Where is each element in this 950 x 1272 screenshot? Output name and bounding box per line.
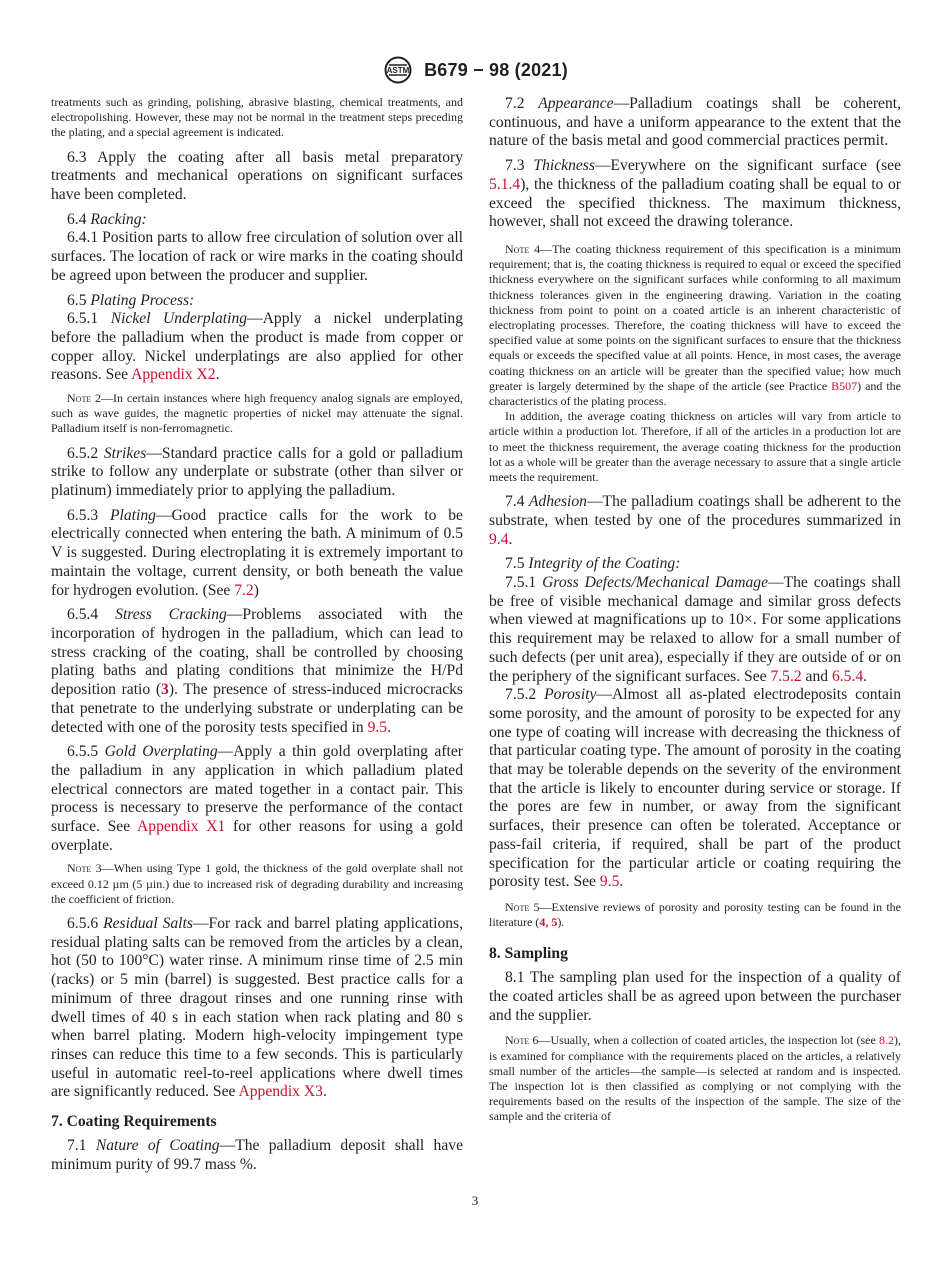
note-text: —The coating thickness requirement of this specification is a minimum requirement; that is, the coating thickness is required to equal or exceed the specified thickness everywhere on the significant surfaces while conforming to all maximum thickness tolerances given in the engineering drawing. Variation in the coating thickness from point to point on a coated article is an inherent characteristic of electroplating processes. Therefore, the coating thickness will have to exceed the specified value at some points on the significant surfaces to ensure that the thickness equals or exceeds the specified value at all points. Hence, in most cases, the average coating thickness on an article will be greater than the specified value; how much greater is largely determined by the shape of the article (see Practice bbox=[489, 241, 902, 393]
section-7-2 bbox=[489, 95, 901, 151]
section-number: 7.4 bbox=[505, 493, 525, 511]
references-4-5-link[interactable]: 4, 5 bbox=[539, 915, 558, 930]
left-column bbox=[51, 95, 463, 1180]
section-5-1-4-link[interactable]: 5.1.4 bbox=[489, 175, 521, 193]
section-6-5-2 bbox=[51, 445, 463, 501]
reference-3-link[interactable]: 3 bbox=[161, 681, 169, 699]
note-label: Note 2 bbox=[67, 391, 102, 406]
section-6-5 bbox=[51, 292, 463, 311]
section-6-5-3: 6.5.3 Plating—Good practice calls for the work to be electrically connected when entering the bath. A minimum of 0.5 V is suggested. During electroplating it is extremely important to maintain the voltage, current density, or both beneath the value for hydrogen evolution. (See 7.2) bbox=[51, 506, 463, 599]
section-title: Plating Process: bbox=[90, 291, 195, 309]
continued-note-text: treatments such as grinding, polishing, abrasive blasting, chemical treatments, and electropolishing. However, these may not be normal in the treatment steps preceding the plating, and a special agreement is indicated. bbox=[51, 95, 463, 140]
section-title: Gold Overplating bbox=[104, 743, 218, 761]
section-7-4: 7.4 Adhesion—The palladium coatings shall be adherent to the substrate, when tested by one of the procedures summarized in 9.4. bbox=[489, 493, 901, 548]
note-4 bbox=[489, 242, 901, 409]
section-7-5-2: 7.5.2 Porosity—Almost all as-plated electrodeposits contain some porosity, and the amount of porosity to be expected for any one type of coating will increase with decreasing the thickness of that particular coating type. The amount of porosity in the coating that may be tolerable depends on the severity of the environment that the article is likely to encounter during service or storage. If the pores are few in number, or away from the significant surfaces, their presence can often be tolerated. Acceptance or pass-fail criteria, if required, shall be part of the product specification for the particular article or coating requiring the porosity test. See 9.5. bbox=[489, 686, 901, 891]
note-label: Note 4 bbox=[505, 241, 541, 256]
note-5 bbox=[489, 900, 901, 930]
section-title: Nature of Coating bbox=[95, 1137, 220, 1155]
note-text: —Extensive reviews of porosity and porosity testing can be found in the literature ( bbox=[489, 899, 901, 930]
section-number: 6.4 bbox=[67, 210, 87, 228]
page-number: 3 bbox=[471, 1193, 479, 1208]
note-text-cont: ). bbox=[557, 915, 565, 930]
section-7-5 bbox=[489, 555, 901, 574]
note-text: —In certain instances where high frequency analog signals are employed, such as wave guides, the magnetic properties of nickel may attenuate the signal. Palladium itself is non-ferromagnetic. bbox=[51, 391, 463, 436]
note-2 bbox=[51, 391, 463, 437]
section-text-cont: for other reasons for using a gold overplate. bbox=[51, 818, 463, 854]
page-header bbox=[0, 56, 950, 84]
section-text: —Everywhere on the significant surface (see bbox=[594, 157, 901, 175]
section-6-3: 6.3 Apply the coating after all basis metal preparatory treatments and mechanical operations on significant surfaces have been completed. bbox=[51, 148, 463, 204]
section-7-heading: 7. Coating Requirements bbox=[51, 1113, 217, 1131]
astm-logo-icon bbox=[382, 56, 414, 84]
section-title: Residual Salts bbox=[103, 915, 193, 933]
practice-b507-link[interactable]: B507 bbox=[831, 378, 858, 393]
section-text: —Problems associated with the incorporation of hydrogen in the palladium, which can lead to stress cracking of the coating, shall be controlled by choosing plating baths and plating conditions that minimize the H/Pd deposition ratio ( bbox=[51, 606, 463, 699]
note-label: Note 6 bbox=[505, 1033, 539, 1048]
section-text-cont: ), the thickness of the palladium coating shall be equal to or exceed the specified thickness. The maximum thickness, however, shall not exceed the drawing tolerance. bbox=[489, 175, 901, 231]
section-8-1: 8.1 The sampling plan used for the inspection of a quality of the coated articles shall be as agreed upon between the purchaser and the supplier. bbox=[489, 969, 901, 1024]
section-title: Gross Defects/Mechanical Damage bbox=[542, 573, 769, 591]
section-6-4 bbox=[51, 211, 463, 230]
section-7-5-2-link[interactable]: 7.5.2 bbox=[770, 667, 802, 685]
note-text-cont: ), is examined for compliance with the requirements placed on the articles, a relatively small number of the articles—the sample—is selected at random and is inspected. The inspection lot is then classified as complying or not complying with the requirements based on the results of the inspection of the sample. The size of the sample and the criteria of bbox=[489, 1033, 902, 1124]
section-number: 6.5.5 bbox=[67, 743, 99, 761]
section-text: —The palladium deposit shall have minimum purity of 99.7 mass %. bbox=[51, 1137, 463, 1173]
document-designation: B679 − 98 (2021) bbox=[424, 59, 568, 80]
section-number: 7.5 bbox=[505, 555, 525, 573]
section-title: Adhesion bbox=[528, 493, 587, 511]
section-number: 6.5.6 bbox=[67, 915, 99, 933]
note-text: —When using Type 1 gold, the thickness of the gold overplate shall not exceed 0.12 µm (5 µin.) due to increased risk of degrading durability and increasing the coefficient of friction. bbox=[51, 861, 463, 906]
section-title: Thickness bbox=[533, 157, 595, 175]
section-7-1 bbox=[51, 1137, 463, 1174]
appendix-x2-link[interactable]: Appendix X2 bbox=[131, 366, 216, 384]
section-9-5-link[interactable]: 9.5 bbox=[367, 718, 388, 736]
astm-logo-text: ASTM bbox=[386, 66, 410, 75]
section-7-2-link[interactable]: 7.2 bbox=[234, 581, 254, 599]
section-6-5-1: 6.5.1 Nickel Underplating—Apply a nickel underplating before the palladium when the product is made from copper or copper alloy. Nickel underplatings are also applied for other reasons. See Appendix X2. bbox=[51, 310, 463, 384]
section-6-5-4: 6.5.4 Stress Cracking—Problems associated with the incorporation of hydrogen in the palladium, which can lead to stress cracking of the coating, shall be controlled by choosing plating baths and plating conditions that minimize the H/Pd deposition ratio (3). The presence of stress-induced microcracks that penetrate to the underlying substrate or underplating can be detected with one of the porosity tests specified in 9.5. bbox=[51, 606, 463, 736]
section-number: 6.5.2 bbox=[67, 444, 99, 462]
section-title: Nickel Underplating bbox=[110, 310, 248, 328]
appendix-x1-link[interactable]: Appendix X1 bbox=[137, 818, 226, 836]
section-text: —Almost all as-plated electrodeposits contain some porosity, and the amount of porosity to be expected for any one type of coating will increase with decreasing the thickness of that particular coating type. The amount of porosity in the coating that may be tolerable depends on the severity of the environment that the article is likely to encounter during service or storage. If the pores are few in number, or away from the significant surfaces, their presence can often be tolerated. Acceptance or pass-fail criteria, if required, shall be part of the product specification for the particular article or coating requiring the porosity test. See bbox=[489, 686, 901, 891]
section-text-cont: ). The presence of stress-induced microcracks that penetrate to the underlying substrate or underplating can be detected with one of the porosity tests specified in bbox=[51, 681, 463, 736]
appendix-x3-link[interactable]: Appendix X3 bbox=[238, 1083, 323, 1101]
note-label: Note 5 bbox=[505, 899, 540, 914]
section-title: Racking: bbox=[90, 210, 147, 228]
section-number: 6.5 bbox=[67, 291, 87, 309]
section-text: —Good practice calls for the work to be electrically connected when entering the bath. A minimum of 0.5 V is suggested. During electroplating it is extremely important to maintain the voltage, current density, or both beneath the value for hydrogen evolution. (See bbox=[51, 506, 463, 599]
section-number: 6.5.3 bbox=[67, 506, 99, 524]
section-8-heading: 8. Sampling bbox=[489, 945, 568, 963]
section-9-4-link[interactable]: 9.4 bbox=[489, 530, 509, 548]
section-number: 7.1 bbox=[67, 1137, 87, 1155]
section-8-2-link[interactable]: 8.2 bbox=[879, 1033, 895, 1048]
section-title: Appearance bbox=[538, 95, 614, 112]
section-number: 7.5.2 bbox=[505, 686, 537, 704]
note-text: —Usually, when a collection of coated articles, the inspection lot (see bbox=[538, 1033, 880, 1048]
note-6 bbox=[489, 1033, 901, 1124]
section-6-5-5 bbox=[51, 743, 463, 855]
section-7-5-1: 7.5.1 Gross Defects/Mechanical Damage—The coatings shall be free of visible mechanical damage and similar gross defects when viewed at magnifications up to 10×. For some applications this requirement may be relaxed to allow for a small number of such defects (per unit area), especially if they are outside of or on the periphery of the significant surfaces. See 7.5.2 and 6.5.4. bbox=[489, 573, 901, 685]
section-7-3 bbox=[489, 157, 901, 232]
section-title: Strikes bbox=[103, 444, 147, 462]
and-text: and bbox=[801, 667, 832, 685]
note-4-paragraph-2: In addition, the average coating thickness on articles will vary from article to article within a production lot. Therefore, if all of the articles in a production lot are to meet the thickness requirement, the average coating thickness for the production lot as a whole will be greater than the average necessary to assure that a single article meets the requirement. bbox=[489, 409, 901, 484]
note-text-cont: ) and the characteristics of the plating process. bbox=[489, 378, 902, 408]
section-text: —For rack and barrel plating applications, residual plating salts can be removed from the articles by a clean, hot (50 to 100°C) water rinse. A minimum rinse time of 2.5 min (racks) or 5 min (barrel) is suggested. Best practice calls for a minimum of three dragout rinses and one running rinse with dwell times of 40 s in each station when rack plating and 80 s when barrel plating. Modern high-velocity impingement type rinses can reduce this time to a few seconds. This is particularly useful in automatic reel-to-reel applications where dwell times are significantly reduced. See bbox=[51, 915, 463, 1101]
section-6-4-1: 6.4.1 Position parts to allow free circulation of solution over all surfaces. The location of rack or wire marks in the coating should be agreed upon between the producer and supplier. bbox=[51, 229, 463, 284]
section-6-5-6: 6.5.6 Residual Salts—For rack and barrel plating applications, residual plating salts can be removed from the articles by a clean, hot (50 to 100°C) water rinse. A minimum rinse time of 2.5 min (racks) or 5 min (barrel) is suggested. Best practice calls for a minimum of three dragout rinses and one running rinse with dwell times of 40 s in each station when rack plating and 80 s when barrel plating. Modern high-velocity impingement type rinses can reduce this time to a few seconds. This is particularly useful in automatic reel-to-reel applications where dwell times are significantly reduced. See Appendix X3. bbox=[51, 915, 463, 1101]
section-title: Integrity of the Coating: bbox=[528, 555, 681, 573]
section-text: —Apply a thin gold overplating after the palladium in any application in which palladium plated electrical connectors are mated together in a contact pair. This process is necessary to preserve the performance of the contact surface. See bbox=[51, 743, 463, 836]
section-number: 6.5.4 bbox=[67, 606, 99, 624]
note-3 bbox=[51, 861, 463, 907]
note-label: Note 3 bbox=[67, 861, 102, 876]
section-9-5-link[interactable]: 9.5 bbox=[599, 873, 620, 891]
section-title: Porosity bbox=[544, 686, 597, 704]
section-number: 7.3 bbox=[505, 157, 525, 175]
section-text: —Apply a nickel underplating before the palladium when the product is made from copper or copper alloy. Nickel underplatings are also applied for other reasons. See bbox=[51, 310, 463, 384]
section-number: 7.5.1 bbox=[505, 573, 537, 591]
section-text: —The palladium coatings shall be adherent to the substrate, when tested by one of the procedures summarized in bbox=[489, 493, 901, 529]
section-title: Stress Cracking bbox=[115, 606, 227, 624]
section-number: 7.2 bbox=[505, 95, 525, 112]
section-title: Plating bbox=[110, 506, 156, 524]
right-column bbox=[489, 95, 901, 1133]
section-text: —Standard practice calls for a gold or palladium strike to follow any underplate or substrate (other than silver or platinum) immediately prior to applying the palladium. bbox=[51, 444, 463, 500]
section-text: —The coatings shall be free of visible mechanical damage and similar gross defects when viewed at magnifications up to 10×. For some applications this requirement may be relaxed to allow for a small number of such defects (per unit area), especially if they are outside of or on the periphery of the significant surfaces. See bbox=[489, 573, 901, 685]
section-text: —Palladium coatings shall be coherent, continuous, and have a uniform appearance to the extent that the nature of the basis metal and good commercial practices permit. bbox=[489, 95, 902, 150]
section-number: 6.5.1 bbox=[67, 310, 99, 328]
section-6-5-4-link[interactable]: 6.5.4 bbox=[831, 667, 864, 685]
